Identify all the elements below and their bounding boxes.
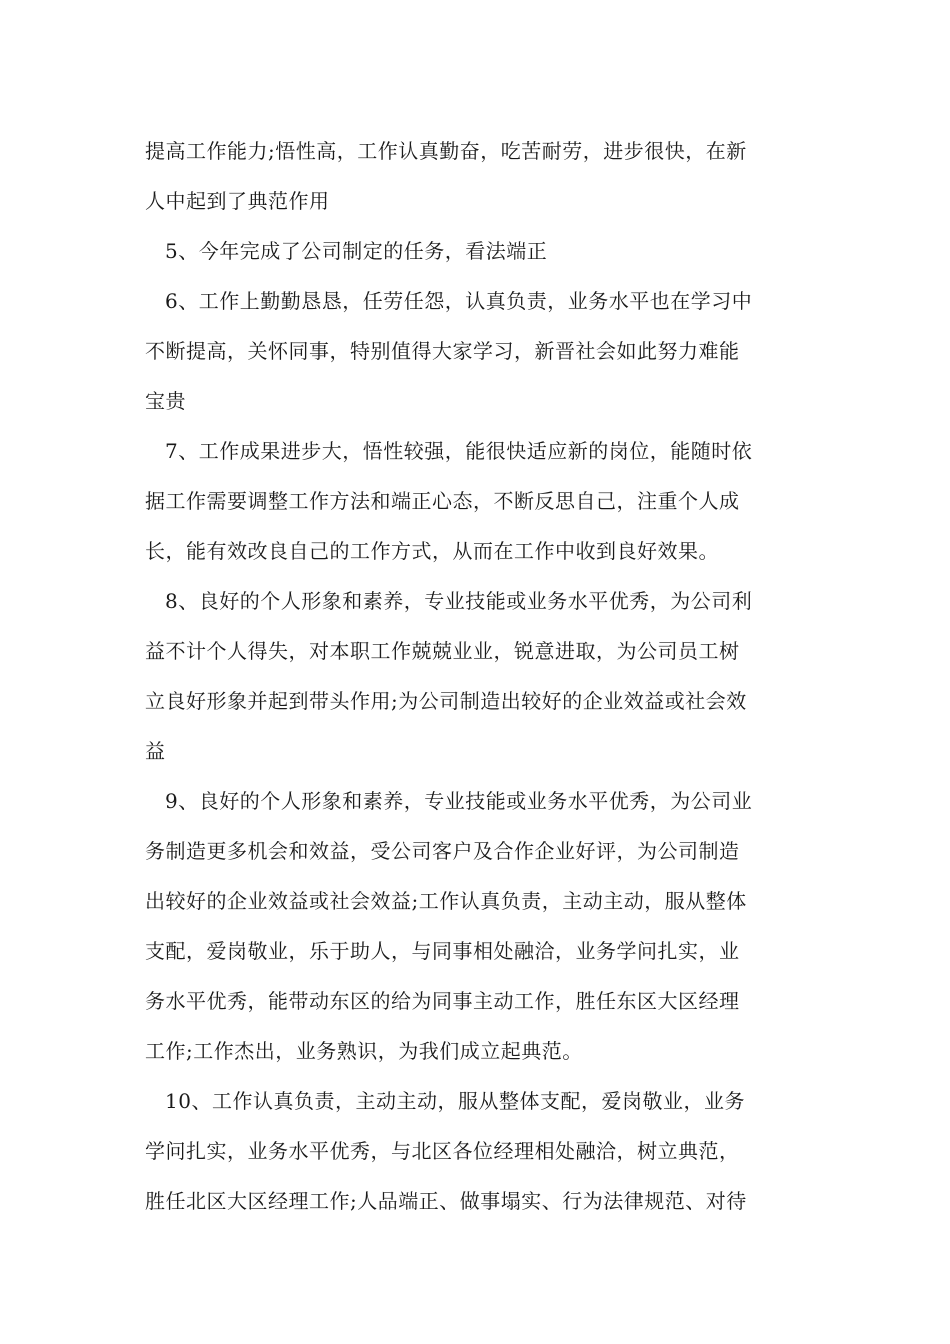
text-line: 提高工作能力;悟性高，工作认真勤奋，吃苦耐劳，进步很快，在新 xyxy=(145,139,747,163)
text-line: 学问扎实，业务水平优秀，与北区各位经理相处融洽，树立典范， xyxy=(145,1139,740,1163)
text-line: 胜任北区大区经理工作;人品端正、做事塌实、行为法律规范、对待 xyxy=(145,1189,747,1213)
text-line: 工作;工作杰出，业务熟识，为我们成立起典范。 xyxy=(145,1039,583,1063)
text-line: 6、工作上勤勤恳恳，任劳任怨，认真负责，业务水平也在学习中 xyxy=(165,289,753,313)
text-line: 5、今年完成了公司制定的任务，看法端正 xyxy=(165,239,548,263)
text-line: 据工作需要调整工作方法和端正心态，不断反思自己，注重个人成 xyxy=(145,489,740,513)
text-line: 人中起到了典范作用 xyxy=(145,189,330,213)
text-line: 益不计个人得失，对本职工作兢兢业业，锐意进取，为公司员工树 xyxy=(145,639,740,663)
text-line: 7、工作成果进步大，悟性较强，能很快适应新的岗位，能随时依 xyxy=(165,439,753,463)
text-line: 立良好形象并起到带头作用;为公司制造出较好的企业效益或社会效 xyxy=(145,689,747,713)
text-line: 务水平优秀，能带动东区的给为同事主动工作，胜任东区大区经理 xyxy=(145,989,740,1013)
text-line: 10、工作认真负责，主动主动，服从整体支配，爱岗敬业，业务 xyxy=(165,1089,745,1113)
text-line: 宝贵 xyxy=(145,389,186,413)
text-line: 务制造更多机会和效益，受公司客户及合作企业好评，为公司制造 xyxy=(145,839,740,863)
text-line: 长，能有效改良自己的工作方式，从而在工作中收到良好效果。 xyxy=(145,539,719,563)
text-line: 支配，爱岗敬业，乐于助人，与同事相处融洽，业务学问扎实，业 xyxy=(145,939,740,963)
text-line: 出较好的企业效益或社会效益;工作认真负责，主动主动，服从整体 xyxy=(145,889,747,913)
text-line: 9、良好的个人形象和素养，专业技能或业务水平优秀，为公司业 xyxy=(165,789,753,813)
text-line: 益 xyxy=(145,739,166,763)
text-line: 8、良好的个人形象和素养，专业技能或业务水平优秀，为公司利 xyxy=(165,589,753,613)
text-line: 不断提高，关怀同事，特别值得大家学习，新晋社会如此努力难能 xyxy=(145,339,740,363)
